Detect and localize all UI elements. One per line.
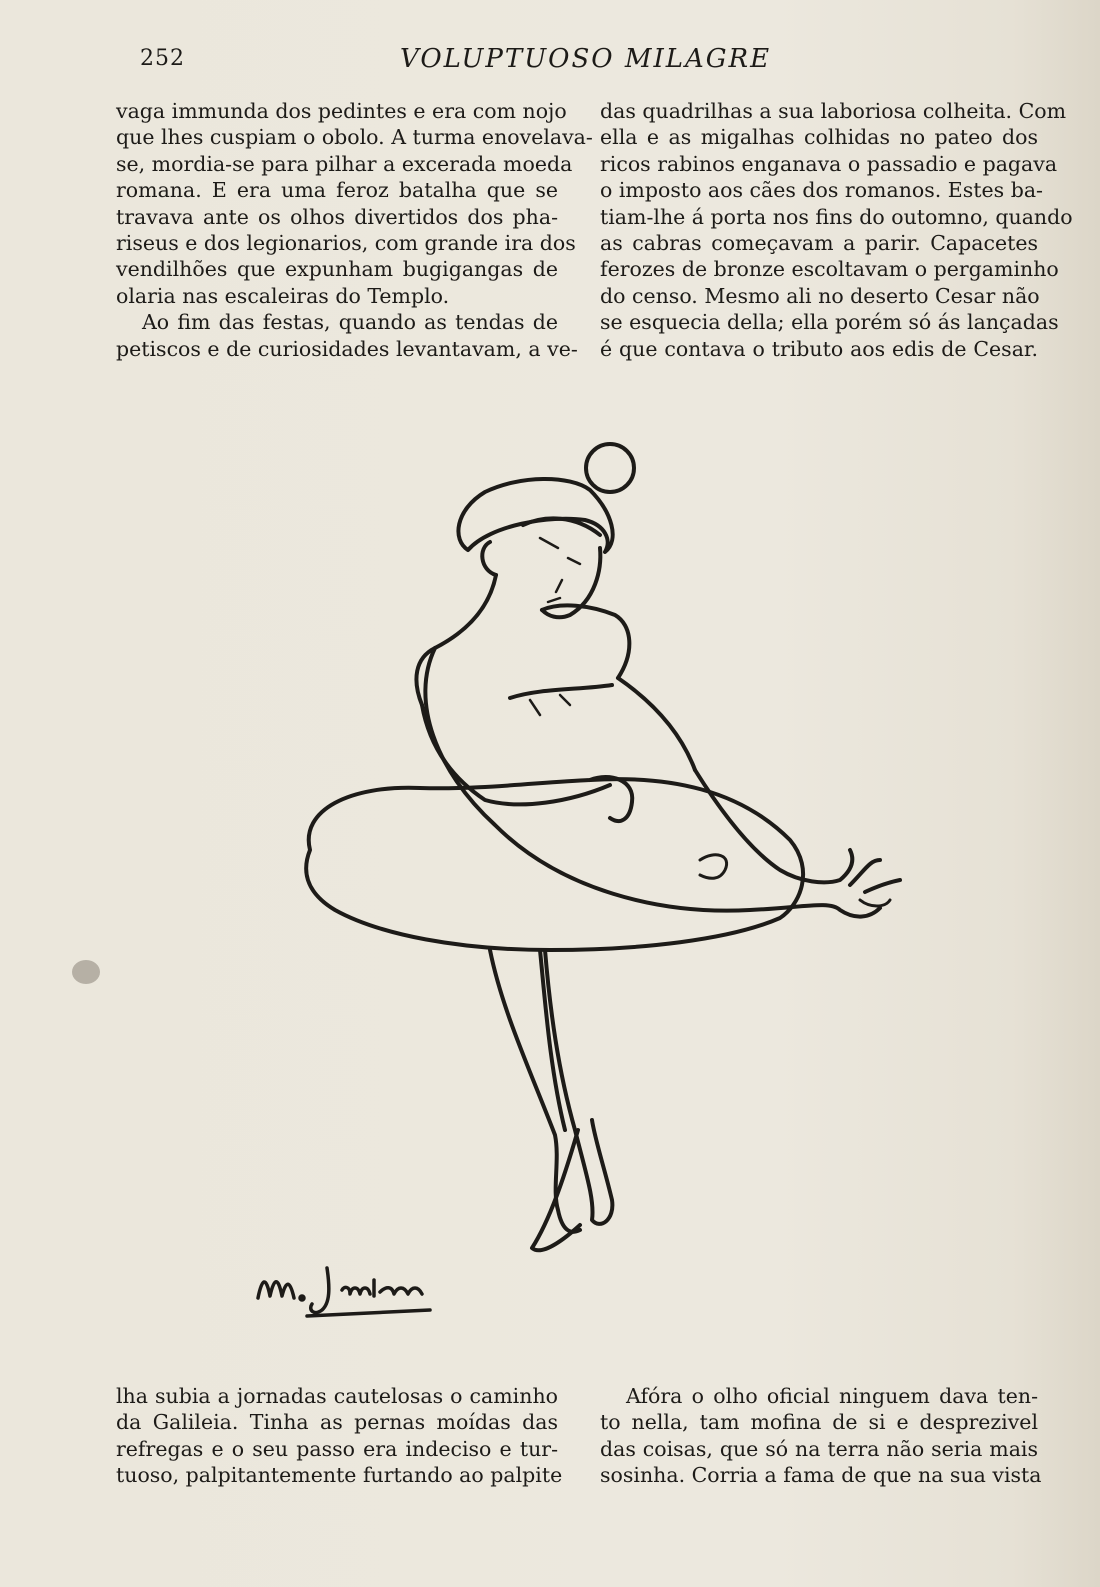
text-line: riseus e dos legionarios, com grande ira dos xyxy=(116,231,576,256)
text-line: romana. E era uma feroz batalha que se xyxy=(116,178,558,203)
text-line: as cabras começavam a parir. Capacetes xyxy=(600,231,1038,256)
running-title: VOLUPTUOSO MILAGRE xyxy=(400,44,772,74)
hat-pompom xyxy=(586,444,634,492)
text-line: das quadrilhas a sua laboriosa colheita. Com xyxy=(600,99,1067,123)
bottom-left-column xyxy=(116,1383,563,1489)
text-line: se, mordia-se para pilhar a excerada moeda xyxy=(116,151,573,176)
ear xyxy=(482,542,496,575)
top-right-column xyxy=(600,98,1073,362)
text-line: ella e as migalhas colhidas no pateo dos xyxy=(600,125,1038,150)
text-line: do censo. Mesmo ali no deserto Cesar não xyxy=(600,283,1040,308)
top-left-column xyxy=(116,98,593,362)
text-line: olaria nas escaleiras do Templo. xyxy=(116,283,450,308)
text-line: tiam-lhe á porta nos fins do outomno, quando xyxy=(600,204,1073,229)
text-line: ferozes de bronze escoltavam o pergaminho xyxy=(600,257,1059,282)
bottom-right-column xyxy=(600,1383,1042,1489)
text-line: vaga immunda dos pedintes e era com nojo xyxy=(116,99,567,123)
text-line: o imposto aos cães dos romanos. Estes ba- xyxy=(600,178,1043,203)
text-line: é que contava o tributo aos edis de Cesar. xyxy=(600,336,1038,361)
right-upper-arm xyxy=(618,678,695,770)
text-line: que lhes cuspiam o obolo. A turma enovelava- xyxy=(116,125,593,150)
neck-left xyxy=(416,575,496,705)
text-line: tuoso, palpitantemente furtando ao palpite xyxy=(116,1463,563,1488)
ink-smudge xyxy=(66,952,106,992)
text-line: sosinha. Corria a fama de que na sua vista xyxy=(600,1463,1042,1488)
text-line: se esquecia della; ella porém só ás lançadas xyxy=(600,310,1059,335)
ballerina-illustration xyxy=(240,430,940,1330)
ballerina-hat xyxy=(458,479,612,552)
text-line: das coisas, que só na terra não seria mais xyxy=(600,1436,1038,1461)
text-line: petiscos e de curiosidades levantavam, a ve- xyxy=(116,336,578,361)
text-line: travava ante os olhos divertidos dos pha- xyxy=(116,204,558,229)
artist-signature xyxy=(252,1258,442,1328)
text-line: lha subia a jornadas cautelosas o caminho xyxy=(116,1384,558,1408)
tutu-skirt xyxy=(306,779,803,950)
paragraph-start-line: Afóra o olho oficial ninguem dava ten- xyxy=(626,1384,1038,1408)
paragraph-start-line: Ao fim das festas, quando as tendas de xyxy=(142,310,558,335)
text-line: ricos rabinos enganava o passadio e pagava xyxy=(600,151,1058,176)
hand xyxy=(850,860,900,892)
text-line: refregas e o seu passo era indeciso e tur- xyxy=(116,1436,558,1461)
page-number: 252 xyxy=(140,46,185,71)
text-line: to nella, tam mofina de si e desprezivel xyxy=(600,1410,1038,1435)
text-line: vendilhões que expunham bugigangas de xyxy=(116,257,558,282)
text-line: da Galileia. Tinha as pernas moídas das xyxy=(116,1410,558,1435)
